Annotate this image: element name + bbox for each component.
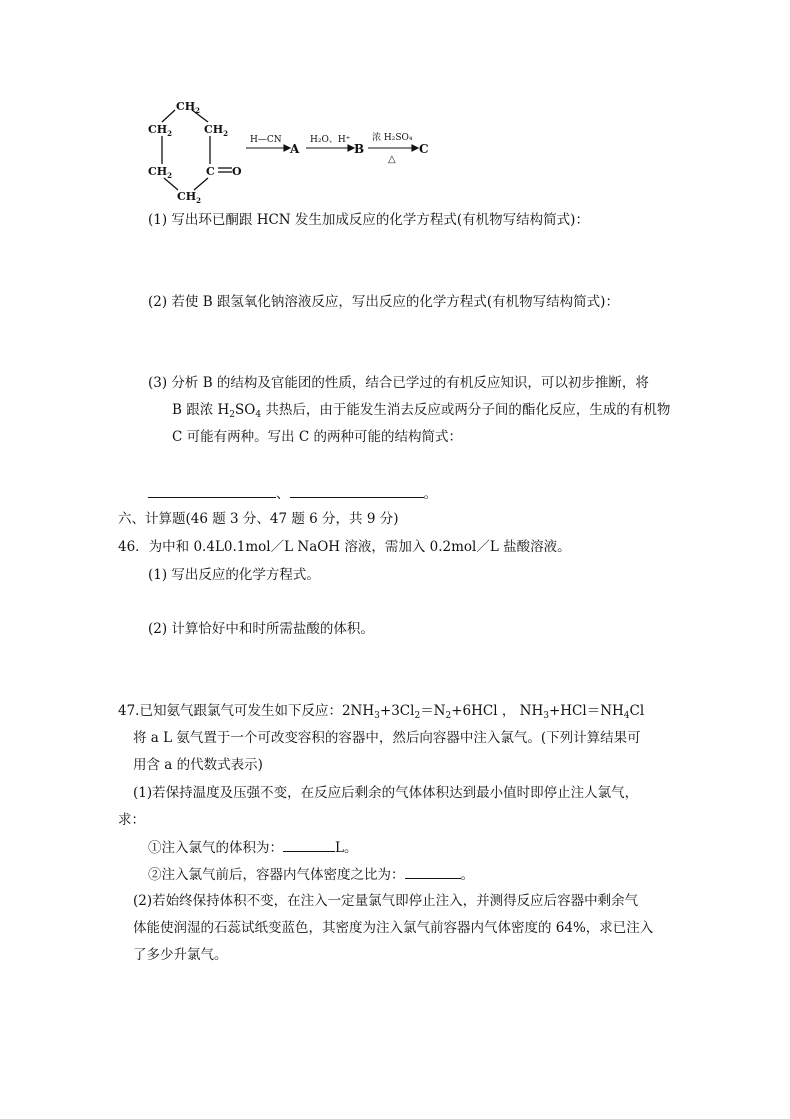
answer-blank-chlorine-volume[interactable]	[283, 837, 335, 852]
reagent-conc-h2so4: 浓 H₂SO₄	[372, 133, 413, 143]
ring-carbonyl-carbon: C	[206, 165, 215, 178]
cyclohexanone-ring	[162, 110, 232, 190]
question-47-line-3: 用含 a 的代数式表示)	[133, 757, 263, 773]
q-part-1: (1) 写出环已酮跟 HCN 发生加成反应的化学方程式(有机物写结构简式)：	[148, 212, 589, 228]
question-46-part-1: (1) 写出反应的化学方程式。	[148, 567, 320, 583]
q-part-3-line-2: B 跟浓 $H_2SO_4$ 共热后，由于能发生消去反应或两分子间的酯化反应，生成的有机物	[172, 402, 671, 420]
question-47-part-2-line-3: 了多少升氯气。	[133, 947, 228, 963]
product-b: B	[354, 142, 365, 156]
ring-ch2-right-upper: $CH_2$	[204, 123, 229, 138]
question-47-part-1-b: ②注入氯气前后，容器内气体密度之比为： 。	[148, 864, 474, 884]
ring-ch2-top: $CH_2$	[176, 100, 201, 115]
reagent-hcn: H—CN	[250, 135, 282, 145]
question-47-part-2-line-1: (2)若始终保持体积不变，在注入一定量氯气即停止注入，并测得反应后容器中剩余气	[133, 893, 639, 909]
ring-ch2-bottom: $CH_2$	[177, 190, 202, 204]
arrow-3-head	[412, 145, 418, 151]
question-46-part-2: (2) 计算恰好中和时所需盐酸的体积。	[148, 621, 374, 637]
answer-blank-density-ratio[interactable]	[405, 864, 461, 879]
q-part-3-line-3: C 可能有两种。写出 C 的两种可能的结构简式：	[172, 429, 463, 445]
question-47-stem: 47.已知氨气跟氯气可发生如下反应：$2NH_3+3Cl_2=N_2+6HCl$ ， $NH_3+HCl=NH_4Cl$	[118, 703, 645, 721]
reaction-scheme	[140, 92, 450, 204]
q-part-2: (2) 若使 B 跟氢氧化钠溶液反应，写出反应的化学方程式(有机物写结构简式)：	[148, 294, 619, 310]
product-a: A	[290, 142, 300, 156]
ring-ch2-left-lower: $CH_2$	[148, 165, 173, 180]
question-46-stem: 46．为中和 0.4L0.1mol／L NaOH 溶液，需加入 0.2mol／L 盐酸溶液。	[118, 539, 571, 555]
ring-carbonyl-oxygen: O	[232, 165, 242, 178]
question-47-line-2: 将 a L 氨气置于一个可改变容积的容器中，然后向容器中注入氯气。(下列计算结果可	[133, 730, 641, 746]
q-part-3-answer-blanks: 、 。	[148, 483, 437, 503]
answer-blank-2[interactable]	[290, 483, 424, 498]
answer-blank-1[interactable]	[148, 483, 276, 498]
question-47-part-2-line-2: 体能使润湿的石蕊试纸变蓝色，其密度为注入氯气前容器内气体密度的 64%，求已注入	[133, 920, 654, 936]
reagent-h2o-h: H₂O、H⁺	[310, 135, 351, 145]
question-47-part-1-line-2: 求：	[118, 812, 145, 828]
question-47-part-1-line-1: (1)若保持温度及压强不变，在反应后剩余的气体体积达到最小值时即停止注人氯气，	[133, 785, 639, 801]
question-47-part-1-a: ①注入氯气的体积为： L。	[148, 837, 357, 857]
q-part-3-line-1: (3) 分析 B 的结构及官能团的性质，结合已学过的有机反应知识，可以初步推断，将	[148, 375, 649, 391]
product-c: C	[419, 142, 429, 156]
ring-ch2-left-upper: $CH_2$	[148, 123, 173, 138]
section-6-heading: 六、计算题(46 题 3 分、47 题 6 分，共 9 分)	[118, 511, 399, 527]
reagent-heat: △	[388, 154, 396, 165]
